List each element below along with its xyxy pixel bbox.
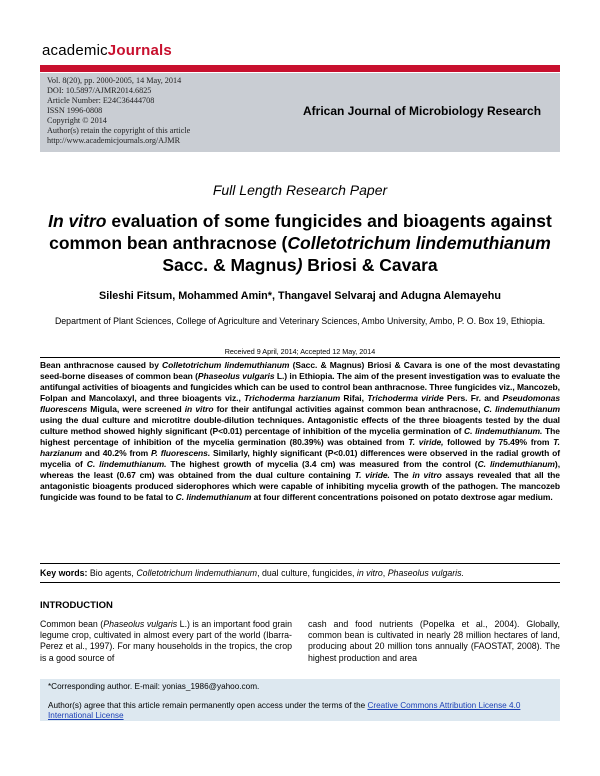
abstract-italic: Colletotrichum lindemuthianum <box>162 360 290 370</box>
affiliation: Department of Plant Sciences, College of Agriculture and Veterinary Sciences, Ambo University, Ambo, P. O. Box 19, Ethiopia. <box>54 316 546 326</box>
abstract-text: using the dual culture and microtitre double-dilution techniques. Antagonistic effects of the three bioagents tested by the dual culture method showed highly significant (P<0.01) percentage of inhibition of the mycelia germination of <box>40 415 560 436</box>
introduction-left-column <box>40 619 292 664</box>
abstract-italic: in vitro <box>412 470 442 480</box>
abstract-italic: Phaseolus vulgaris <box>197 371 275 381</box>
keyword-italic: Colletotrichum lindemuthianum <box>136 568 258 578</box>
info-url[interactable]: http://www.academicjournals.org/AJMR <box>47 136 181 145</box>
intro-text: Common bean ( <box>40 619 104 629</box>
corresponding-author: *Corresponding author. E-mail: yonias_1986@yahoo.com. <box>48 682 260 691</box>
keyword-text: , <box>382 568 388 578</box>
keyword-text: , dual culture, fungicides, <box>257 568 357 578</box>
abstract-text: followed by 75.49% from <box>443 437 554 447</box>
abstract-text: L.) in Ethiopia. The aim of the present investigation was to evaluate the antifungal activities of bioagents and fungicides which can be used to control bean anthracnose. Three fungicides viz., Mancozeb, Folpan and Mancolaxyl, and three bioagents viz., <box>40 371 561 403</box>
license-text: Author(s) agree that this article remain permanently open access under the terms of the <box>48 701 368 710</box>
abstract-text: The highest growth of mycelia (3.4 cm) was measured from the control ( <box>166 459 478 469</box>
keyword-italic: Phaseolus vulgaris. <box>387 568 464 578</box>
title-part-4: Sacc. & Magnus <box>162 255 297 275</box>
title-part-2: evaluation of some fungicides and bioagents against common bean anthracnose ( <box>49 211 552 253</box>
abstract-text: and 40.2% from <box>82 448 151 458</box>
paper-type: Full Length Research Paper <box>212 182 388 198</box>
abstract-italic: C. lindemuthianum <box>477 459 555 469</box>
abstract-italic: C. lindemuthianum. <box>464 426 543 436</box>
abstract-italic: T. viride. <box>354 470 390 480</box>
publisher-logo <box>42 42 172 59</box>
title-part-italic-3: Colletotrichum lindemuthianum <box>287 233 551 253</box>
abstract-text: ), whereas the least (0.67 cm) was obtained from the dual culture containing <box>40 459 561 480</box>
keyword-text: Bio agents, <box>87 568 137 578</box>
keywords <box>40 568 560 578</box>
logo-text-academic: academic <box>42 42 108 59</box>
abstract-text: Migula, were screened <box>87 404 185 414</box>
abstract-text: for their antifungal activities against common bean anthracnose, <box>213 404 484 414</box>
abstract-text: at four different concentrations poisoned on potato dextrose agar medium. <box>251 492 553 502</box>
introduction-heading: INTRODUCTION <box>40 600 113 611</box>
abstract-italic: Pseudomonas fluorescens <box>40 393 561 414</box>
info-issn: ISSN 1996-0808 <box>47 106 103 115</box>
journal-name: African Journal of Microbiology Research <box>303 104 542 118</box>
abstract-text: Rifai, <box>340 393 368 403</box>
abstract-italic: T. viride, <box>408 437 444 447</box>
abstract-text: Similarly, highly significant (P<0.01) differences were observed in the radial growth of mycelia of <box>40 448 560 469</box>
keywords-label: Key words: <box>40 568 88 578</box>
abstract-text: The <box>389 470 413 480</box>
license-statement <box>48 701 553 721</box>
authors: Sileshi Fitsum, Mohammed Amin*, Thangavel Selvaraj and Adugna Alemayehu <box>99 290 501 302</box>
abstract-italic: C. lindemuthianum <box>483 404 561 414</box>
header-red-bar <box>40 65 560 72</box>
abstract-text: Pers. Fr. and <box>443 393 503 403</box>
license-link[interactable]: Creative Commons Attribution License 4.0 International License <box>48 701 521 720</box>
abstract-italic: P. fluorescens. <box>151 448 211 458</box>
abstract-text: (Sacc. & Magnus) Briosi & Cavara is one of the most devastating seed-borne diseases of common bean ( <box>40 360 560 381</box>
intro-italic: Phaseolus vulgaris <box>103 619 178 629</box>
abstract-italic: T. harzianum <box>40 437 560 458</box>
abstract-text: Bean anthracnose caused by <box>40 360 163 370</box>
abstract-top-rule <box>40 357 560 358</box>
abstract-italic: Trichoderma harzianum <box>244 393 341 403</box>
info-volume: Vol. 8(20), pp. 2000-2005, 14 May, 2014 <box>47 76 182 85</box>
info-rights: Author(s) retain the copyright of this article <box>47 126 191 135</box>
abstract-italic: Trichoderma viride <box>367 393 444 403</box>
keywords-rule <box>40 582 560 583</box>
intro-text: L.) is an important food grain legume crop, cultivated in almost every part of the world (Ibarra-Perez et al., 1997). For many households in the tropics, the crop is a good source of <box>40 619 293 663</box>
abstract <box>40 360 560 503</box>
abstract-italic: C. lindemuthianum. <box>86 459 167 469</box>
title-part-6: Briosi & Cavara <box>302 255 438 275</box>
abstract-bottom-rule <box>40 563 560 564</box>
info-copyright: Copyright © 2014 <box>47 116 107 125</box>
abstract-text: The highest percentage of inhibition of the mycelia germination (80.39%) was obtained from <box>40 426 560 447</box>
article-info-lines <box>47 76 190 146</box>
paper-title <box>40 210 560 276</box>
received-dates: Received 9 April, 2014; Accepted 12 May, 2014 <box>224 347 376 356</box>
info-article-number: Article Number: E24C36444708 <box>47 96 155 105</box>
title-part-italic-5: ) <box>296 255 303 275</box>
abstract-italic: in vitro <box>184 404 214 414</box>
abstract-text: assays revealed that all the antagonistic bioagents produced siderophores which were capable of inhibiting mycelia growth of the pathogen. The mancozeb fungicide was found to be fatal to <box>40 470 560 502</box>
introduction-right-column: cash and food nutrients (Popelka et al., 2004). Globally, common bean is cultivated in nearly 28 million hectares of land, producing about 20 million tons annually (FAOSTAT, 2008). The highest production and area <box>308 619 560 663</box>
logo-text-journals: Journals <box>107 42 172 59</box>
title-part-italic-1: In vitro <box>48 211 107 231</box>
info-doi: DOI: 10.5897/AJMR2014.6825 <box>47 86 152 95</box>
keyword-italic: in vitro <box>356 568 383 578</box>
abstract-italic: C. lindemuthianum <box>175 492 252 502</box>
